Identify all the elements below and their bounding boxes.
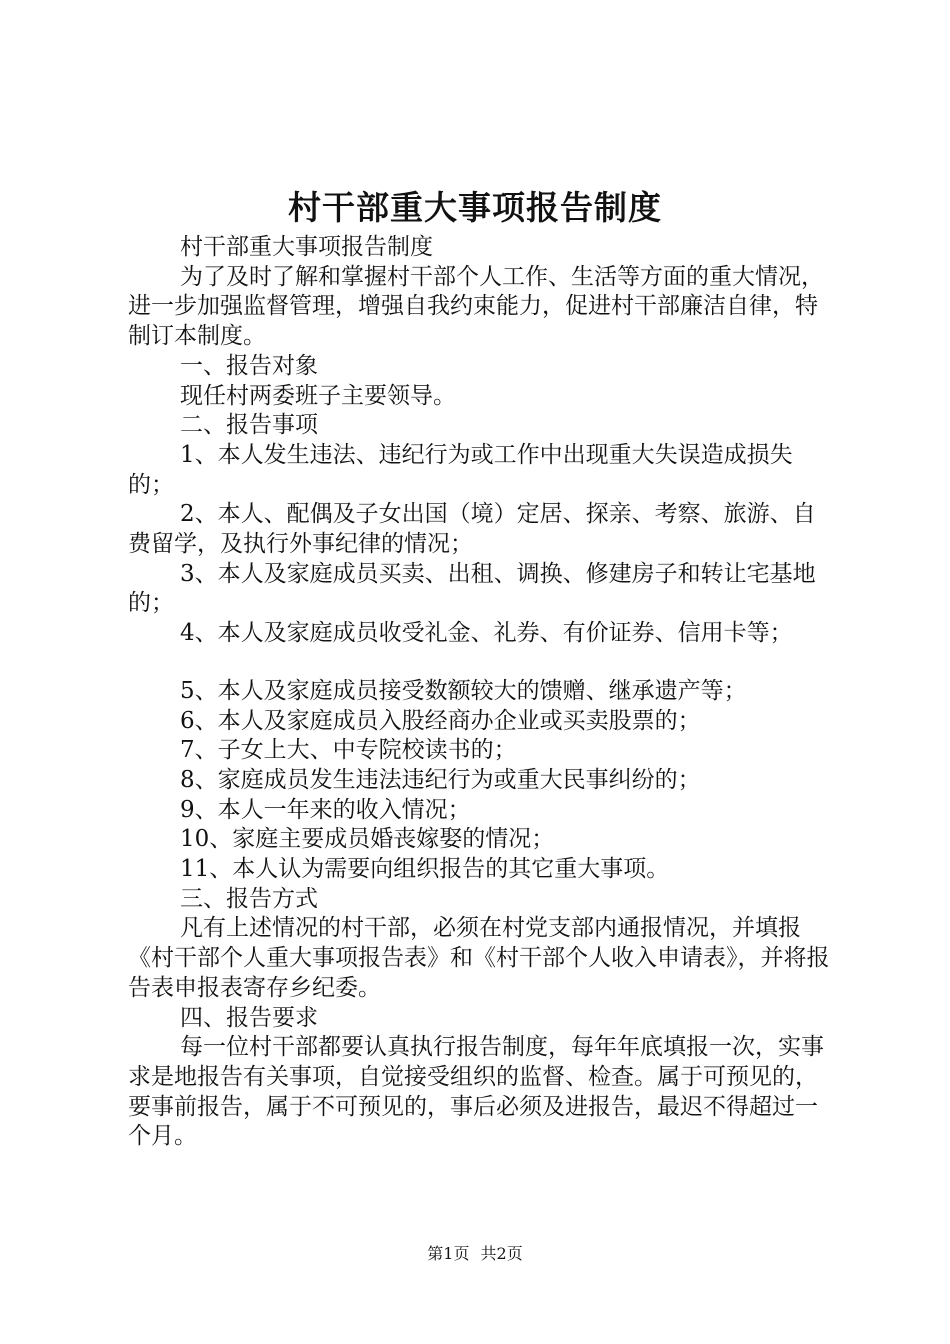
list-item-8: 8、家庭成员发生违法违纪行为或重大民事纠纷的； (180, 766, 701, 793)
list-item-9: 9、本人一年来的收入情况； (180, 796, 471, 823)
list-item-10: 10、家庭主要成员婚丧嫁娶的情况； (180, 826, 555, 853)
list-item-5: 5、本人及家庭成员接受数额较大的馈赠、继承遗产等； (180, 677, 747, 704)
list-item-4: 4、本人及家庭成员收受礼金、礼券、有价证券、信用卡等； (180, 620, 793, 647)
page-number: 第1页 (427, 1244, 470, 1263)
page-total: 共2页 (480, 1244, 523, 1263)
page-footer (0, 1244, 950, 1264)
paragraph-report-requirements: 每一位村干部都要认真执行报告制度，每年年底填报一次，实事求是地报告有关事项，自觉接受组织的监督、检查。属于可预见的，要事前报告，属于不可预见的，事后必须及进报告，最迟不得超过一个月。 (128, 1034, 824, 1150)
list-item-3: 3、本人及家庭成员买卖、出租、调换、修建房子和转让宅基地的； (128, 560, 816, 617)
section-heading-1: 一、报告对象 (180, 352, 318, 379)
paragraph-report-method: 凡有上述情况的村干部，必须在村党支部内通报情况，并填报《村干部个人重大事项报告表》和《村干部个人收入申请表》，并将报告表申报表寄存乡纪委。 (128, 915, 830, 1001)
paragraph-report-subject: 现任村两委班子主要领导。 (180, 382, 456, 409)
list-item-1: 1、本人发生违法、违纪行为或工作中出现重大失误造成损失的； (128, 441, 793, 498)
list-item-6: 6、本人及家庭成员入股经商办企业或买卖股票的； (180, 707, 701, 734)
section-heading-2: 二、报告事项 (180, 412, 318, 439)
list-item-2: 2、本人、配偶及子女出国（境）定居、探亲、考察、旅游、自费留学，及执行外事纪律的情况； (128, 501, 816, 558)
section-heading-3: 三、报告方式 (180, 885, 318, 912)
document-body (128, 233, 836, 1152)
list-item-11: 11、本人认为需要向组织报告的其它重大事项。 (180, 856, 670, 883)
paragraph-subtitle: 村干部重大事项报告制度 (180, 234, 433, 260)
document-title: 村干部重大事项报告制度 (288, 188, 662, 227)
paragraph-intro: 为了及时了解和掌握村干部个人工作、生活等方面的重大情况，进一步加强监督管理，增强自我约束能力，促进村干部廉洁自律，特制订本制度。 (128, 263, 824, 350)
list-item-7: 7、子女上大、中专院校读书的； (180, 737, 517, 764)
section-heading-4: 四、报告要求 (180, 1004, 318, 1031)
